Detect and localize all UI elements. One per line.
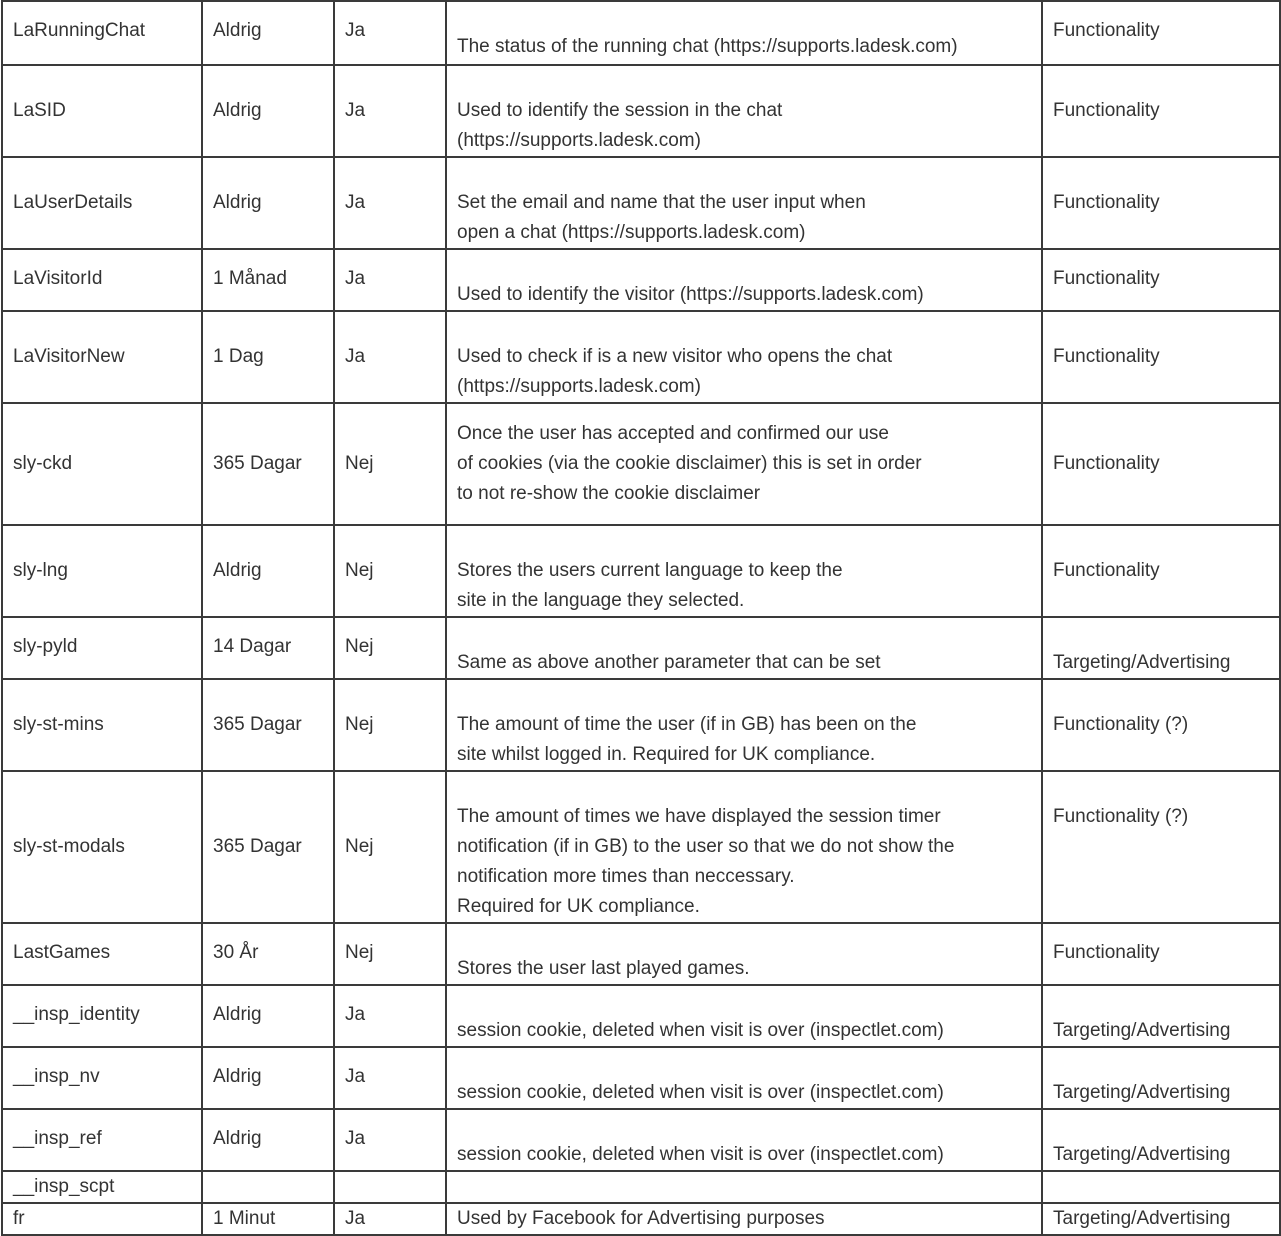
- category-cell: [1042, 985, 1280, 1047]
- category-cell: [1042, 65, 1280, 157]
- cookie-name-cell-text: LaSID: [13, 100, 66, 121]
- category-cell: [1042, 157, 1280, 249]
- description-line: (https://supports.ladesk.com): [457, 130, 701, 151]
- expiry-cell: [202, 1047, 334, 1109]
- cookie-name-cell: [2, 311, 202, 403]
- category-cell-text: Functionality: [1053, 268, 1160, 289]
- cookie-name-cell-text: fr: [13, 1208, 25, 1229]
- third-party-cell: [334, 65, 446, 157]
- expiry-cell: [202, 249, 334, 311]
- expiry-cell-text: 14 Dagar: [213, 636, 292, 657]
- cookie-name-cell-text: sly-pyld: [13, 636, 78, 657]
- description-cell: [446, 249, 1042, 311]
- category-cell-text: Functionality (?): [1053, 714, 1189, 735]
- category-cell-text: Functionality: [1053, 942, 1160, 963]
- category-cell-text: Functionality: [1053, 100, 1160, 121]
- cookie-table-body: [2, 1, 1280, 1235]
- description-cell: [446, 1047, 1042, 1109]
- cookie-name-cell-text: sly-ckd: [13, 453, 73, 474]
- category-cell: [1042, 1203, 1280, 1235]
- third-party-cell-text: Nej: [345, 714, 374, 735]
- table-row: [2, 403, 1280, 525]
- expiry-cell-text: 365 Dagar: [213, 836, 302, 857]
- expiry-cell: [202, 771, 334, 923]
- third-party-cell-text: Ja: [345, 346, 366, 367]
- expiry-cell: [202, 985, 334, 1047]
- cookie-name-cell-text: LaUserDetails: [13, 192, 133, 213]
- category-cell: [1042, 771, 1280, 923]
- cookie-table: [1, 0, 1281, 1236]
- description-line: site in the language they selected.: [457, 590, 745, 611]
- cookie-name-cell: [2, 65, 202, 157]
- expiry-cell-text: Aldrig: [213, 1004, 262, 1025]
- expiry-cell-text: Aldrig: [213, 20, 262, 41]
- third-party-cell: [334, 923, 446, 985]
- expiry-cell: [202, 1, 334, 65]
- description-line: (https://supports.ladesk.com): [457, 376, 701, 397]
- expiry-cell: [202, 1203, 334, 1235]
- cookie-name-cell: [2, 1047, 202, 1109]
- description-line: Set the email and name that the user input when: [457, 192, 866, 213]
- description-cell: [446, 525, 1042, 617]
- description-line: open a chat (https://supports.ladesk.com): [457, 222, 806, 243]
- description-cell: [446, 157, 1042, 249]
- description-line: Used to identify the visitor (https://supports.ladesk.com): [457, 284, 924, 305]
- table-row: [2, 679, 1280, 771]
- expiry-cell-text: 365 Dagar: [213, 453, 302, 474]
- third-party-cell: [334, 1203, 446, 1235]
- expiry-cell-text: 1 Dag: [213, 346, 264, 367]
- category-cell: [1042, 1, 1280, 65]
- category-cell-text: Functionality (?): [1053, 806, 1189, 827]
- description-line: site whilst logged in. Required for UK compliance.: [457, 744, 876, 765]
- description-line: Used by Facebook for Advertising purposes: [457, 1208, 825, 1229]
- description-line: Used to identify the session in the chat: [457, 100, 783, 121]
- description-line: Required for UK compliance.: [457, 896, 700, 917]
- category-cell-text: Targeting/Advertising: [1053, 1144, 1231, 1165]
- expiry-cell-text: 1 Minut: [213, 1208, 276, 1229]
- table-row: [2, 249, 1280, 311]
- category-cell: [1042, 311, 1280, 403]
- third-party-cell: [334, 525, 446, 617]
- description-cell: [446, 985, 1042, 1047]
- table-row: [2, 311, 1280, 403]
- expiry-cell-text: Aldrig: [213, 560, 262, 581]
- description-cell: [446, 65, 1042, 157]
- description-cell: [446, 1109, 1042, 1171]
- third-party-cell-text: Nej: [345, 453, 374, 474]
- cookie-name-cell: [2, 1, 202, 65]
- category-cell: [1042, 403, 1280, 525]
- category-cell-text: Functionality: [1053, 560, 1160, 581]
- table-row: [2, 771, 1280, 923]
- cookie-name-cell: [2, 249, 202, 311]
- table-row: [2, 525, 1280, 617]
- cookie-name-cell-text: __insp_ref: [13, 1128, 102, 1149]
- cookie-name-cell: [2, 985, 202, 1047]
- cookie-name-cell: [2, 525, 202, 617]
- description-cell: [446, 771, 1042, 923]
- cookie-name-cell: [2, 403, 202, 525]
- category-cell-text: Targeting/Advertising: [1053, 1020, 1231, 1041]
- description-cell: [446, 679, 1042, 771]
- category-cell: [1042, 1109, 1280, 1171]
- table-row: [2, 1, 1280, 65]
- table-row: [2, 1109, 1280, 1171]
- third-party-cell-text: Nej: [345, 636, 374, 657]
- third-party-cell-text: Ja: [345, 268, 366, 289]
- third-party-cell: [334, 1109, 446, 1171]
- expiry-cell-text: 30 År: [213, 942, 259, 963]
- category-cell-text: Targeting/Advertising: [1053, 1208, 1231, 1229]
- description-line: The status of the running chat (https://supports.ladesk.com): [457, 36, 958, 57]
- description-line: to not re-show the cookie disclaimer: [457, 483, 761, 504]
- description-line: Used to check if is a new visitor who opens the chat: [457, 346, 893, 367]
- expiry-cell: [202, 65, 334, 157]
- table-row: [2, 157, 1280, 249]
- description-line: session cookie, deleted when visit is over (inspectlet.com): [457, 1144, 944, 1165]
- table-row: [2, 1047, 1280, 1109]
- category-cell: [1042, 1047, 1280, 1109]
- category-cell: [1042, 249, 1280, 311]
- description-line: Once the user has accepted and confirmed our use: [457, 423, 889, 444]
- expiry-cell: [202, 525, 334, 617]
- cookie-name-cell: [2, 157, 202, 249]
- description-line: notification more times than neccessary.: [457, 866, 795, 887]
- category-cell-text: Functionality: [1053, 192, 1160, 213]
- description-cell: [446, 311, 1042, 403]
- cookie-name-cell-text: __insp_scpt: [13, 1176, 115, 1197]
- third-party-cell: [334, 1171, 446, 1203]
- cookie-name-cell: [2, 617, 202, 679]
- expiry-cell: [202, 1109, 334, 1171]
- description-line: The amount of time the user (if in GB) has been on the: [457, 714, 917, 735]
- table-row: [2, 65, 1280, 157]
- category-cell-text: Functionality: [1053, 453, 1160, 474]
- cookie-name-cell-text: sly-lng: [13, 560, 68, 581]
- expiry-cell: [202, 403, 334, 525]
- cookie-name-cell: [2, 923, 202, 985]
- cookie-name-cell: [2, 771, 202, 923]
- cookie-name-cell-text: __insp_nv: [13, 1066, 100, 1087]
- description-line: notification (if in GB) to the user so that we do not show the: [457, 836, 955, 857]
- category-cell: [1042, 525, 1280, 617]
- third-party-cell: [334, 1, 446, 65]
- third-party-cell-text: Ja: [345, 20, 366, 41]
- category-cell: [1042, 923, 1280, 985]
- cookie-name-cell-text: LastGames: [13, 942, 111, 963]
- description-cell: [446, 1203, 1042, 1235]
- expiry-cell: [202, 1171, 334, 1203]
- cookie-name-cell-text: sly-st-modals: [13, 836, 125, 857]
- description-line: session cookie, deleted when visit is over (inspectlet.com): [457, 1020, 944, 1041]
- third-party-cell: [334, 1047, 446, 1109]
- cookie-name-cell-text: LaVisitorNew: [13, 346, 125, 367]
- third-party-cell-text: Ja: [345, 1128, 366, 1149]
- third-party-cell: [334, 617, 446, 679]
- third-party-cell-text: Ja: [345, 192, 366, 213]
- description-cell: [446, 1, 1042, 65]
- cookie-name-cell: [2, 679, 202, 771]
- description-line: The amount of times we have displayed the session timer: [457, 806, 941, 827]
- third-party-cell: [334, 985, 446, 1047]
- expiry-cell-text: 365 Dagar: [213, 714, 302, 735]
- expiry-cell: [202, 679, 334, 771]
- cookie-name-cell: [2, 1171, 202, 1203]
- category-cell-text: Functionality: [1053, 346, 1160, 367]
- third-party-cell: [334, 403, 446, 525]
- cookie-name-cell: [2, 1109, 202, 1171]
- category-cell: [1042, 617, 1280, 679]
- category-cell-text: Targeting/Advertising: [1053, 652, 1231, 673]
- category-cell-text: Functionality: [1053, 20, 1160, 41]
- cookie-name-cell: [2, 1203, 202, 1235]
- third-party-cell: [334, 771, 446, 923]
- third-party-cell-text: Ja: [345, 1004, 366, 1025]
- description-cell: [446, 1171, 1042, 1203]
- cookie-name-cell-text: LaVisitorId: [13, 268, 103, 289]
- description-line: of cookies (via the cookie disclaimer) this is set in order: [457, 453, 922, 474]
- description-line: Stores the user last played games.: [457, 958, 750, 979]
- expiry-cell-text: Aldrig: [213, 192, 262, 213]
- expiry-cell: [202, 157, 334, 249]
- description-cell: [446, 617, 1042, 679]
- expiry-cell-text: 1 Månad: [213, 268, 287, 289]
- category-cell-text: Targeting/Advertising: [1053, 1082, 1231, 1103]
- expiry-cell-text: Aldrig: [213, 1128, 262, 1149]
- third-party-cell-text: Ja: [345, 1066, 366, 1087]
- third-party-cell-text: Nej: [345, 836, 374, 857]
- category-cell: [1042, 679, 1280, 771]
- expiry-cell: [202, 923, 334, 985]
- description-line: Same as above another parameter that can be set: [457, 652, 881, 673]
- expiry-cell-text: Aldrig: [213, 100, 262, 121]
- table-row: [2, 617, 1280, 679]
- table-row: [2, 985, 1280, 1047]
- description-line: Stores the users current language to keep the: [457, 560, 843, 581]
- cookie-name-cell-text: __insp_identity: [13, 1004, 140, 1025]
- table-row: [2, 1171, 1280, 1203]
- third-party-cell: [334, 679, 446, 771]
- description-cell: [446, 403, 1042, 525]
- table-row: [2, 923, 1280, 985]
- third-party-cell-text: Nej: [345, 560, 374, 581]
- description-line: session cookie, deleted when visit is over (inspectlet.com): [457, 1082, 944, 1103]
- third-party-cell: [334, 249, 446, 311]
- table-row: [2, 1203, 1280, 1235]
- third-party-cell: [334, 157, 446, 249]
- expiry-cell: [202, 311, 334, 403]
- third-party-cell-text: Ja: [345, 1208, 366, 1229]
- third-party-cell-text: Ja: [345, 100, 366, 121]
- third-party-cell: [334, 311, 446, 403]
- third-party-cell-text: Nej: [345, 942, 374, 963]
- cookie-name-cell-text: LaRunningChat: [13, 20, 146, 41]
- description-cell: [446, 923, 1042, 985]
- cookie-name-cell-text: sly-st-mins: [13, 714, 104, 735]
- expiry-cell: [202, 617, 334, 679]
- expiry-cell-text: Aldrig: [213, 1066, 262, 1087]
- category-cell: [1042, 1171, 1280, 1203]
